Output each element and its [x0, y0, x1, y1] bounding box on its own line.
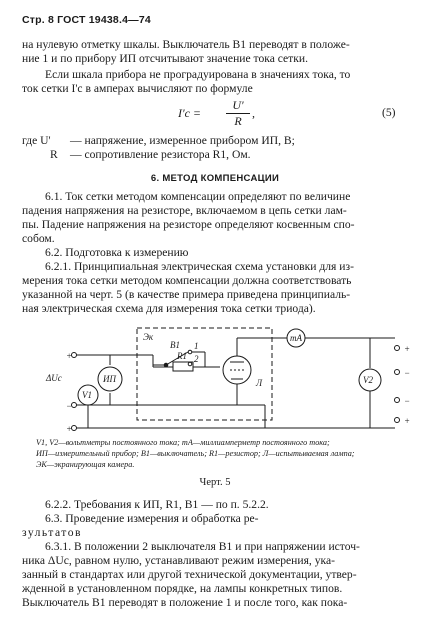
label-plus: + [66, 351, 73, 361]
text-line: жденной в установленном порядке, на лампы конкретных типов. [22, 582, 343, 595]
page-header: Стр. 8 ГОСТ 19438.4—74 [22, 14, 151, 26]
text-line: 6.1. Ток сетки методом компенсации определяют по величине [45, 190, 351, 203]
terminal [395, 346, 400, 351]
text-line: ная электрическая схема для измерения тока сетки триода). [22, 302, 316, 315]
label-ma: mA [290, 333, 302, 343]
caption-line: V1, V2—вольтметры постоянного тока; mA—миллиамперметр постоянного тока; [36, 438, 330, 447]
text-line: зультатов [22, 526, 82, 539]
terminal [395, 370, 400, 375]
text-line: 6.3. Проведение измерения и обработка ре- [45, 512, 259, 525]
where-symbol: где U' [22, 134, 51, 147]
text-line: пы. Падение напряжения на резисторе определяют косвенным спо- [22, 218, 355, 231]
where-text: — напряжение, измеренное прибором ИП, В; [70, 134, 295, 147]
formula-number: (5) [382, 106, 396, 119]
text-line: ника ΔUс, равном нулю, устанавливают режим измерения, ука- [22, 554, 335, 567]
formula-tail: , [252, 106, 255, 120]
text-line: Если шкала прибора не проградуирована в значениях тока, то [45, 68, 351, 81]
label-plus: + [66, 424, 73, 434]
label-ip: ИП [103, 374, 116, 384]
text-line: 6.2.2. Требования к ИП, R1, В1 — по п. 5.2.2. [45, 498, 269, 511]
resistor-r1 [173, 362, 193, 371]
where-text: — сопротивление резистора R1, Ом. [70, 148, 251, 161]
terminal [72, 426, 77, 431]
label-minus: − [404, 396, 411, 406]
text-line: указанной на черт. 5 (в качестве примера приведена принципиаль- [22, 288, 351, 301]
text-line: ток сетки I'с в амперах вычисляют по формуле [22, 82, 253, 95]
label-r1: R1 [177, 351, 187, 361]
text-line: 6.3.1. В положении 2 выключателя В1 и при напряжении источ- [45, 540, 360, 553]
label-plus: + [404, 344, 411, 354]
where-symbol: R [50, 148, 58, 161]
text-line: 6.2.1. Принципиальная электрическая схема установки для из- [45, 260, 354, 273]
terminal [72, 403, 77, 408]
text-line: на нулевую отметку шкалы. Выключатель В1 переводят в положе- [22, 38, 350, 51]
label-minus: − [66, 401, 73, 411]
caption-line: ИП—измерительный прибор; В1—выключатель; R1—резистор; Л—испытываемая лампа; [36, 449, 355, 458]
section-title: 6. МЕТОД КОМПЕНСАЦИИ [150, 173, 280, 184]
label-sw2: 2 [194, 354, 199, 364]
label-delta-u: ΔUс [46, 373, 62, 383]
label-b1: В1 [170, 340, 180, 350]
formula-denominator: R [234, 114, 242, 128]
text-line: собом. [22, 232, 55, 245]
text-line: ние 1 и по прибору ИП отсчитывают значение тока сетки. [22, 52, 308, 65]
text-line: занный в стандартах или другой технической документации, утвер- [22, 568, 357, 581]
text-line: падения напряжения на резисторе, включаемом в цепь сетки лам- [22, 204, 347, 217]
text-line: 6.2. Подготовка к измерению [45, 246, 189, 259]
label-minus: − [404, 368, 411, 378]
label-plus: + [404, 416, 411, 426]
label-ek: Эк [143, 332, 154, 342]
caption-line: ЭК—экранирующая камера. [36, 460, 135, 469]
label-sw1: 1 [194, 341, 199, 351]
label-v1: V1 [82, 390, 92, 400]
terminal [395, 418, 400, 423]
label-lamp: Л [256, 378, 263, 388]
terminal [72, 353, 77, 358]
terminal [395, 398, 400, 403]
screening-chamber [137, 328, 272, 420]
label-v2: V2 [363, 375, 373, 385]
text-line: Выключатель В1 переводят в положение 1 и после того, как пока- [22, 596, 348, 609]
figure-label: Черт. 5 [199, 477, 231, 488]
tube-lamp [223, 356, 251, 384]
formula-lhs: I'с = [178, 106, 201, 120]
formula-numerator: U' [226, 98, 250, 114]
text-line: мерения тока сетки методом компенсации должна соответствовать [22, 274, 352, 287]
